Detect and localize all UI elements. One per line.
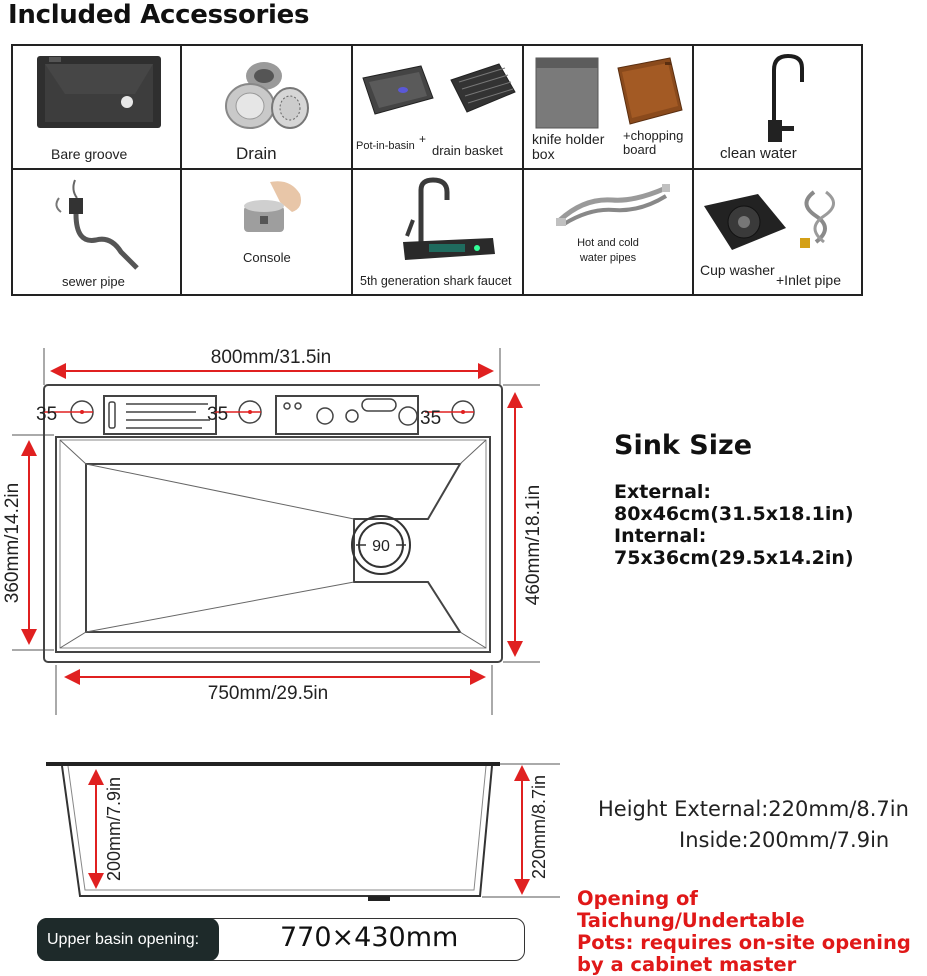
accessory-label-extra: +Inlet pipe <box>776 272 841 288</box>
sink-top-view-diagram <box>0 330 600 720</box>
accessory-sewer-pipe <box>11 168 182 296</box>
accessory-pot-basin <box>351 44 524 170</box>
sewer-pipe-icon <box>51 176 151 272</box>
accessory-label: knife holder box <box>532 131 605 162</box>
warning-line: Opening of Taichung/Undertable <box>577 887 805 932</box>
knife-holder-board-icon <box>530 54 690 134</box>
hole-spacing-label: 35 <box>420 408 442 429</box>
water-hose-icon <box>554 180 672 232</box>
height-inside-text: Inside:200mm/7.9in <box>679 828 890 852</box>
accessory-knife-holder <box>522 44 694 170</box>
hole-spacing-label: 35 <box>207 404 229 425</box>
inner-width-label: 750mm/29.5in <box>207 683 329 704</box>
accessory-label: sewer pipe <box>62 274 125 289</box>
external-size-label: External: <box>614 481 712 503</box>
warning-line: Pots: requires on-site opening <box>577 931 911 954</box>
basin-opening-label: Upper basin opening: <box>37 918 219 961</box>
page-title: Included Accessories <box>8 0 310 30</box>
accessory-label-extra: +chopping board <box>623 128 684 157</box>
internal-size-value: 75x36cm(29.5x14.2in) <box>614 547 854 569</box>
external-size-value: 80x46cm(31.5x18.1in) <box>614 503 854 525</box>
basin-opening-value: 770×430mm <box>280 922 459 953</box>
basket-tray-icon <box>359 58 521 128</box>
accessories-grid <box>11 44 863 296</box>
accessory-shark-faucet <box>351 168 524 296</box>
accessory-water-pipes <box>522 168 694 296</box>
warning-line: by a cabinet master <box>577 953 797 976</box>
accessory-label-plus: + <box>419 132 427 146</box>
pull-out-faucet-icon <box>389 176 499 272</box>
outside-depth-label: 220mm/8.7in <box>529 774 549 880</box>
accessory-cup-washer <box>692 168 863 296</box>
accessory-label: 5th generation shark faucet <box>360 274 512 288</box>
sink-side-view-diagram <box>0 750 570 915</box>
accessory-console <box>180 168 353 296</box>
outer-width-label: 800mm/31.5in <box>210 347 332 368</box>
sink-bowl-icon <box>35 54 163 130</box>
drain-strainer-icon <box>220 56 316 134</box>
accessory-label: Hot and cold water pipes <box>577 237 639 264</box>
cup-washer-icon <box>698 186 858 258</box>
inner-height-label: 360mm/14.2in <box>2 482 23 604</box>
accessory-bare-groove <box>11 44 182 170</box>
accessory-label: Bare groove <box>51 146 128 162</box>
accessory-label: clean water <box>720 145 797 162</box>
accessory-label: Drain <box>236 144 277 163</box>
accessory-label: Console <box>243 250 291 265</box>
outer-height-label: 460mm/18.1in <box>523 484 544 606</box>
accessory-label: Pot-in-basin <box>356 140 415 152</box>
accessory-label-extra: drain basket <box>432 143 503 158</box>
inside-depth-label: 200mm/7.9in <box>104 776 124 882</box>
opening-warning <box>577 888 927 976</box>
drain-size-label: 90 <box>372 538 390 555</box>
sink-size-title: Sink Size <box>614 430 753 461</box>
clean-water-tap-icon <box>746 50 816 144</box>
accessory-clean-water <box>692 44 863 170</box>
console-knob-icon <box>230 172 310 242</box>
accessory-drain <box>180 44 353 170</box>
internal-size-label: Internal: <box>614 525 707 547</box>
accessory-label: Cup washer <box>700 262 775 278</box>
hole-spacing-label: 35 <box>36 404 58 425</box>
height-external-text: Height External:220mm/8.7in <box>598 797 909 821</box>
